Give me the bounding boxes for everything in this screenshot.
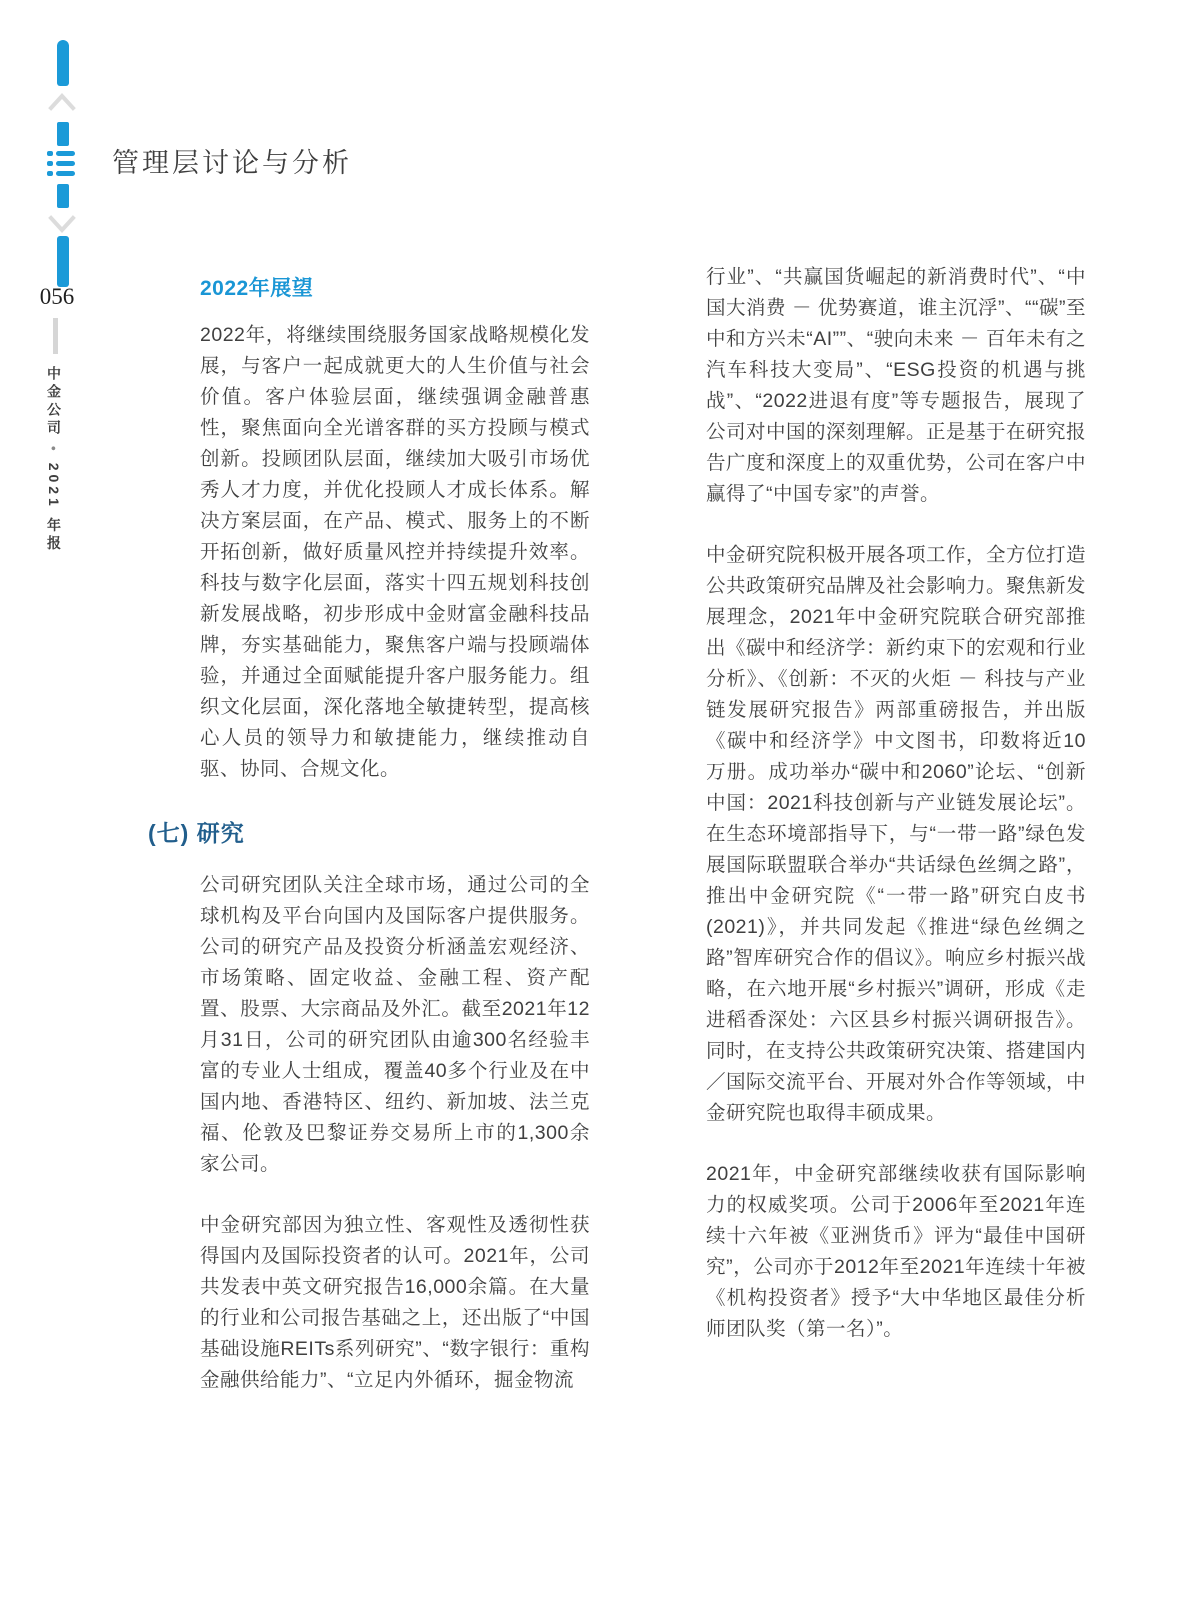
spine-report-year: 2021 年报 [46, 462, 62, 554]
page-number: 056 [39, 284, 75, 309]
list-icon-row [47, 161, 75, 166]
chevron-up-icon [48, 92, 76, 112]
decorative-bar [57, 184, 69, 208]
left-column [148, 272, 590, 1426]
research-section-heading: (七) 研究 [148, 820, 245, 846]
divider-tick [53, 318, 58, 354]
spine-separator-dot: • [46, 445, 62, 455]
right-column [706, 262, 1086, 1375]
body-paragraph: 中金研究院积极开展各项工作，全方位打造公共政策研究品牌及社会影响力。聚焦新发展理念，2021年中金研究院联合研究部推出《碳中和经济学：新约束下的宏观和行业分析》、《创新：不灭的火炬 － 科技与产业链发展研究报告》两部重磅报告，并出版《碳中和经济学》中文图书，印数将近10万册。成功举办“碳中和2060”论坛、“创新中国：2021科技创新与产业链发展论坛”。在生态环境部指导下，与“一带一路”绿色发展国际联盟联合举办“共话绿色丝绸之路”，推出中金研究院《“一带一路”研究白皮书(2021)》，并共同发起《推进“绿色丝绸之路”智库研究合作的倡议》。响应乡村振兴战略，在六地开展“乡村振兴”调研，形成《走进稻香深处：六区县乡村振兴调研报告》。同时，在支持公共政策研究决策、搭建国内／国际交流平台、开展对外合作等领域，中金研究院也取得丰硕成果。 [706, 544, 1087, 1124]
body-paragraph: 2021年，中金研究部继续收获有国际影响力的权威奖项。公司于2006年至2021年连续十六年被《亚洲货币》评为“最佳中国研究”，公司亦于2012年至2021年连续十年被《机构投资者》授予“大中华地区最佳分析师团队奖（第一名）”。 [706, 1163, 1086, 1340]
chevron-down-icon [48, 214, 76, 234]
body-paragraph: 2022年，将继续围绕服务国家战略规模化发展，与客户一起成就更大的人生价值与社会价值。客户体验层面，继续强调金融普惠性，聚焦面向全光谱客群的买方投顾与模式创新。投顾团队层面，继续加大吸引市场优秀人才力度，并优化投顾人才成长体系。解决方案层面，在产品、模式、服务上的不断开拓创新，做好质量风控并持续提升效率。科技与数字化层面，落实十四五规划科技创新发展战略，初步形成中金财富金融科技品牌，夯实基础能力，聚焦客户端与投顾端体验，并通过全面赋能提升客户服务能力。组织文化层面，深化落地全敏捷转型，提高核心人员的领导力和敏捷能力，继续推动自驱、协同、合规文化。 [200, 324, 590, 780]
decorative-bar [57, 122, 69, 146]
body-paragraph: 行业”、“共赢国货崛起的新消费时代”、“中国大消费 － 优势赛道，谁主沉浮”、““碳”至中和方兴未“AI””、“驶向未来 － 百年未有之汽车科技大变局”、“ESG投资的机遇与挑战”、“2022进退有度”等专题报告，展现了公司对中国的深刻理解。正是基于在研究报告广度和深度上的双重优势，公司在客户中赢得了“中国专家”的声誉。 [706, 266, 1087, 505]
body-paragraph: 公司研究团队关注全球市场，通过公司的全球机构及平台向国内及国际客户提供服务。公司的研究产品及投资分析涵盖宏观经济、市场策略、固定收益、金融工程、资产配置、股票、大宗商品及外汇。截至2021年12月31日，公司的研究团队由逾300名经验丰富的专业人士组成，覆盖40多个行业及在中国内地、香港特区、纽约、新加坡、法兰克福、伦敦及巴黎证券交易所上市的1,300余家公司。 [200, 874, 590, 1175]
outlook-heading: 2022年展望 [200, 277, 314, 300]
page-title: 管理层讨论与分析 [112, 148, 352, 178]
spine-text [44, 366, 64, 626]
list-icon-row [47, 171, 75, 176]
decorative-bar-bottom [57, 236, 69, 287]
list-icon [47, 151, 75, 176]
body-paragraph: 中金研究部因为独立性、客观性及透彻性获得国内及国际投资者的认可。2021年，公司共发表中英文研究报告16,000余篇。在大量的行业和公司报告基础之上，还出版了“中国基础设施REITs系列研究”、“数字银行：重构金融供给能力”、“立足内外循环，掘金物流 [200, 1214, 590, 1391]
list-icon-row [47, 151, 75, 156]
spine-company: 中金公司 [46, 366, 62, 438]
decorative-bar-top [57, 40, 69, 86]
